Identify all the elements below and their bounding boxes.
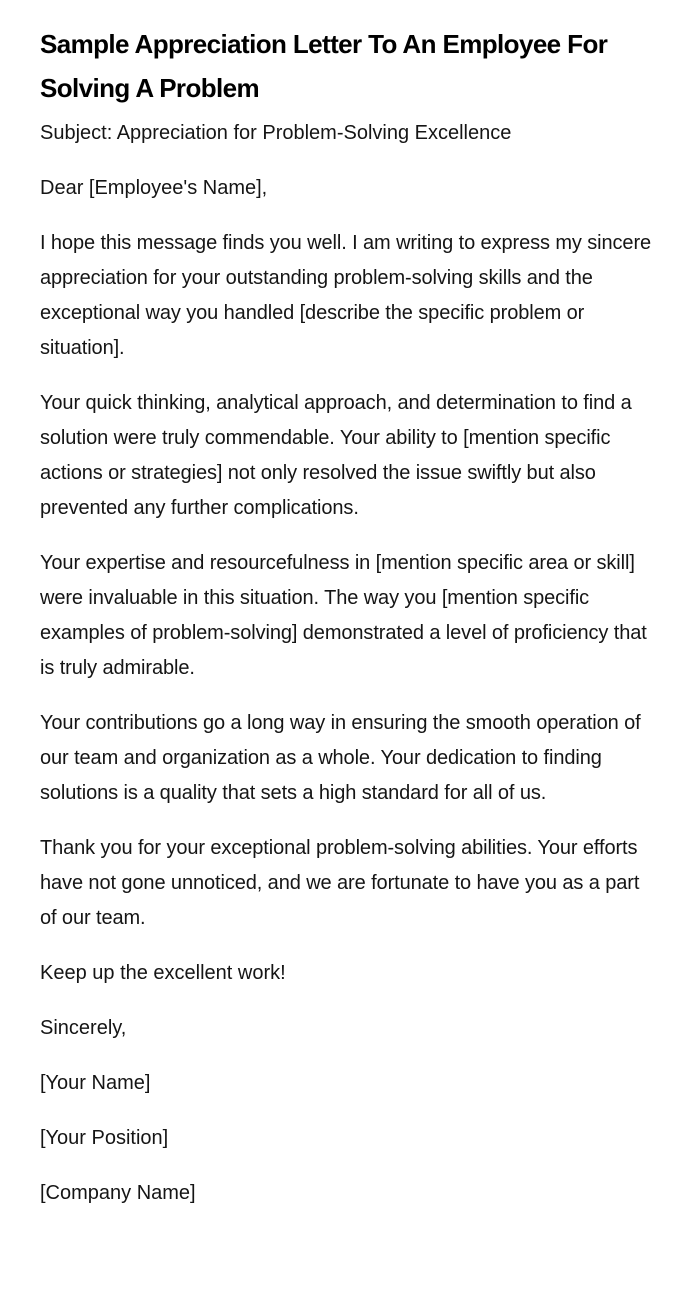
letter-paragraph-4: Your contributions go a long way in ensuring the smooth operation of our team and organization as a whole. Your dedication to finding solutions is a quality that sets a high standard for all of us. [40, 712, 641, 804]
signature-name: [Your Name] [40, 1072, 151, 1094]
letter-paragraph-5: Thank you for your exceptional problem-solving abilities. Your efforts have not gone unnoticed, and we are fortunate to have you as a part of our team. [40, 837, 640, 929]
letter-paragraph-2: Your quick thinking, analytical approach, and determination to find a solution were truly commendable. Your ability to [mention specific actions or strategies] not only resolved the issue swiftly but also prevented any further complications. [40, 392, 632, 519]
letter-signoff: Sincerely, [40, 1017, 127, 1039]
signature-company: [Company Name] [40, 1182, 196, 1204]
letter-paragraph-3: Your expertise and resourcefulness in [mention specific area or skill] were invaluable in this situation. The way you [mention specific examples of problem-solving] demonstrated a level of proficiency that is truly admirable. [40, 552, 647, 679]
page-title: Sample Appreciation Letter To An Employee For Solving A Problem [40, 29, 608, 103]
letter-closing-remark: Keep up the excellent work! [40, 962, 286, 984]
letter-paragraph-1: I hope this message finds you well. I am writing to express my sincere appreciation for your outstanding problem-solving skills and the exceptional way you handled [describe the specific problem or situation]. [40, 232, 652, 359]
letter-salutation: Dear [Employee's Name], [40, 177, 268, 199]
signature-position: [Your Position] [40, 1127, 169, 1149]
letter-subject: Subject: Appreciation for Problem-Solving Excellence [40, 122, 512, 144]
